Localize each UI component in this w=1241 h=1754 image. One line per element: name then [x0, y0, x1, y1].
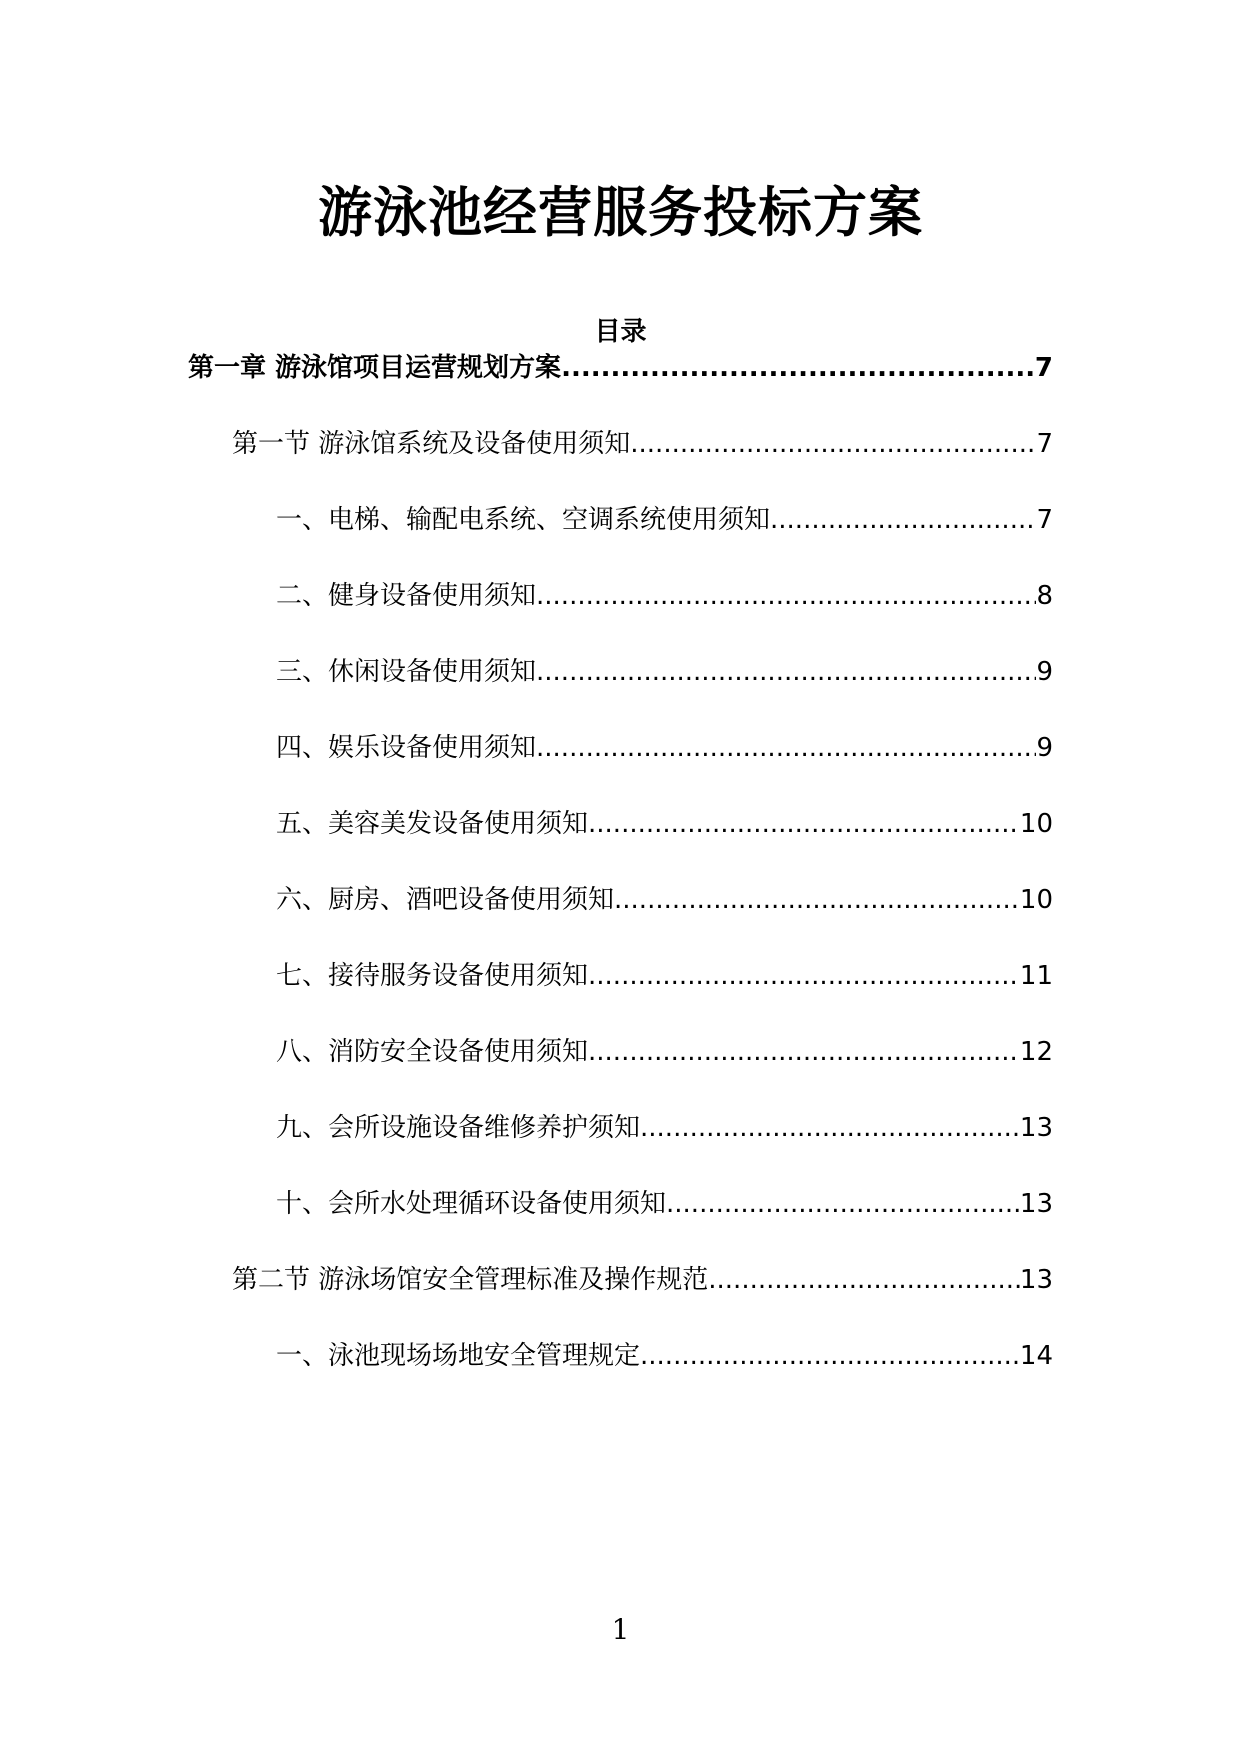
- toc-entry-label: 一、泳池现场场地安全管理规定: [276, 1341, 641, 1371]
- toc-entry-label: 三、休闲设备使用须知: [276, 657, 537, 687]
- toc-entry-page: 14: [1019, 1341, 1053, 1371]
- toc-entry-label: 二、健身设备使用须知: [276, 581, 537, 611]
- toc-entry-label: 第一节 游泳馆系统及设备使用须知: [232, 429, 631, 459]
- toc-entry-page: 11: [1019, 961, 1053, 991]
- toc-entry-item-5[interactable]: [276, 804, 1053, 844]
- toc-entry-item-2[interactable]: [276, 576, 1053, 616]
- toc-dot-leader: [708, 1260, 1020, 1300]
- toc-entry-item-4[interactable]: [276, 728, 1053, 768]
- toc-entry-page: 9: [1036, 733, 1053, 763]
- toc-dot-leader: [640, 1336, 1020, 1376]
- toc-entry-page: 13: [1019, 1113, 1053, 1143]
- toc-entry-label: 八、消防安全设备使用须知: [276, 1037, 589, 1067]
- toc-dot-leader: [588, 1032, 1020, 1072]
- toc-entry-page: 13: [1019, 1265, 1053, 1295]
- toc-dot-leader: [536, 576, 1036, 616]
- page-number: 1: [611, 1613, 630, 1646]
- toc-entry-section-1[interactable]: [232, 424, 1053, 464]
- toc-dot-leader: [561, 348, 1035, 388]
- toc-dot-leader: [666, 1184, 1020, 1224]
- toc-dot-leader: [588, 956, 1020, 996]
- toc-entry-label: 第一章 游泳馆项目运营规划方案: [188, 353, 562, 383]
- toc-dot-leader: [536, 728, 1036, 768]
- toc-heading: 目录: [594, 317, 647, 347]
- toc-entry-page: 7: [1036, 429, 1053, 459]
- toc-entry-label: 四、娱乐设备使用须知: [276, 733, 537, 763]
- toc-entry-page: 10: [1019, 885, 1053, 915]
- toc-entry-page: 13: [1019, 1189, 1053, 1219]
- toc-dot-leader: [614, 880, 1020, 920]
- toc-entry-item-9[interactable]: [276, 1108, 1053, 1148]
- toc-entry-item-7[interactable]: [276, 956, 1053, 996]
- toc-dot-leader: [588, 804, 1020, 844]
- toc-entry-label: 十、会所水处理循环设备使用须知: [276, 1189, 667, 1219]
- toc-entry-page: 9: [1036, 657, 1053, 687]
- toc-dot-leader: [536, 652, 1036, 692]
- toc-entry-page: 12: [1019, 1037, 1053, 1067]
- toc-entry-item-3[interactable]: [276, 652, 1053, 692]
- toc-entry-chapter-1[interactable]: [188, 348, 1053, 388]
- toc-entry-page: 8: [1036, 581, 1053, 611]
- toc-entry-page: 10: [1019, 809, 1053, 839]
- toc-entry-item-11[interactable]: [276, 1336, 1053, 1376]
- toc-dot-leader: [630, 424, 1036, 464]
- toc-entry-label: 五、美容美发设备使用须知: [276, 809, 589, 839]
- toc-entry-page: 7: [1034, 353, 1053, 383]
- toc-entry-item-8[interactable]: [276, 1032, 1053, 1072]
- toc-entry-section-2[interactable]: [232, 1260, 1053, 1300]
- toc-entry-item-1[interactable]: [276, 500, 1053, 540]
- toc-entry-item-6[interactable]: [276, 880, 1053, 920]
- document-title: 游泳池经营服务投标方案: [318, 181, 923, 244]
- toc-entry-label: 六、厨房、酒吧设备使用须知: [276, 885, 615, 915]
- toc-entry-label: 第二节 游泳场馆安全管理标准及操作规范: [232, 1265, 709, 1295]
- toc-dot-leader: [640, 1108, 1020, 1148]
- toc-entry-page: 7: [1036, 505, 1053, 535]
- toc-dot-leader: [770, 500, 1036, 540]
- toc-entry-label: 七、接待服务设备使用须知: [276, 961, 589, 991]
- toc-entry-item-10[interactable]: [276, 1184, 1053, 1224]
- toc-entry-label: 一、电梯、输配电系统、空调系统使用须知: [276, 505, 771, 535]
- toc-entry-label: 九、会所设施设备维修养护须知: [276, 1113, 641, 1143]
